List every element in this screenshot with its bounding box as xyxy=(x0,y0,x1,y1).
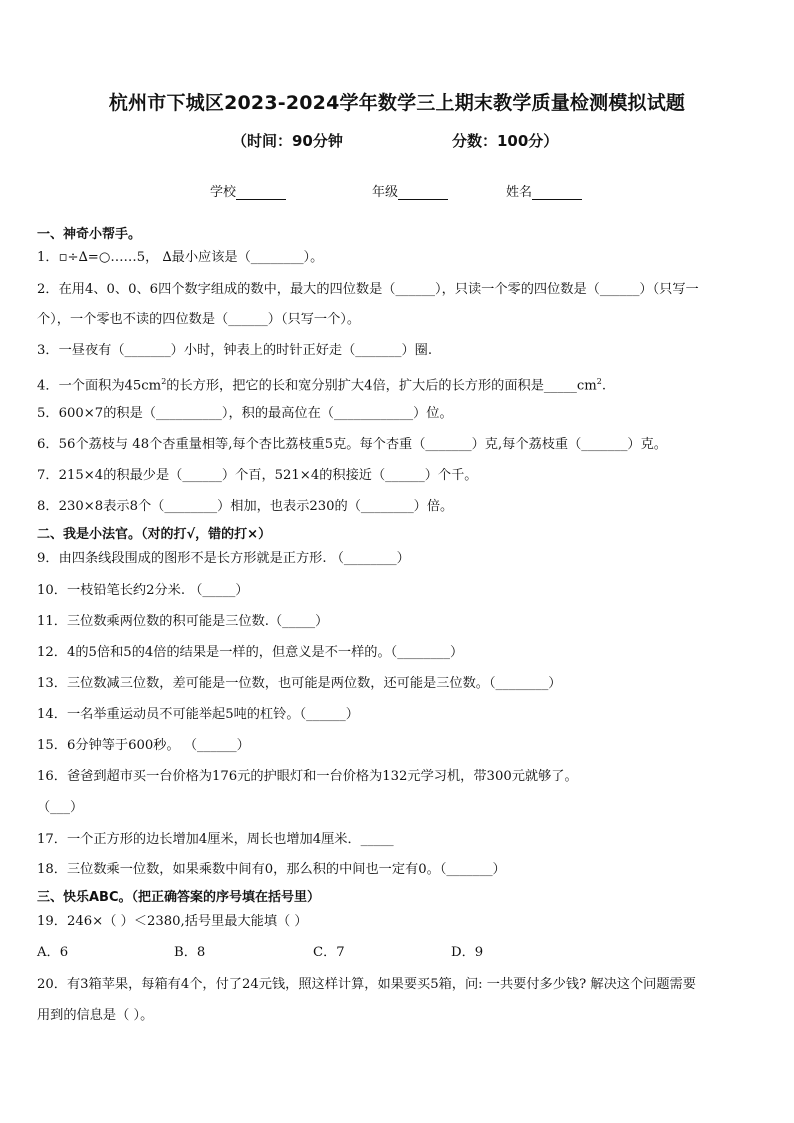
question-15: 15．6分钟等于600秒。 （______） xyxy=(37,738,250,753)
question-13: 13．三位数减三位数，差可能是一位数，也可能是两位数，还可能是三位数。（________） xyxy=(37,676,562,691)
grade-label: 年级 xyxy=(372,185,399,200)
exam-time: （时间：90分钟 xyxy=(232,132,343,150)
name-label: 姓名 xyxy=(506,185,533,200)
school-field xyxy=(210,181,286,200)
question-19: 19．246×（ ）＜2380,括号里最大能填（ ） xyxy=(37,914,308,929)
question-18: 18．三位数乘一位数，如果乘数中间有0，那么积的中间也一定有0。（_______） xyxy=(37,862,506,877)
grade-field xyxy=(372,181,448,200)
question-12: 12．4的5倍和5的4倍的结果是一样的，但意义是不一样的。（________） xyxy=(37,645,464,660)
question-11: 11．三位数乘两位数的积可能是三位数.（_____） xyxy=(37,614,329,629)
question-8: 8．230×8表示8个（________）相加，也表示230的（________）倍。 xyxy=(37,499,454,514)
question-7: 7．215×4的积最少是（______）个百，521×4的积接近（______）个千。 xyxy=(37,468,478,483)
school-label: 学校 xyxy=(210,185,237,200)
question-10: 10．一枝铅笔长约2分米. （_____） xyxy=(37,583,249,598)
q19-option-a[interactable]: A．6 xyxy=(37,945,69,960)
question-16-line-1: 16．爸爸到超市买一台价格为176元的护眼灯和一台价格为132元学习机，带300元就够了。 xyxy=(37,769,578,784)
q4-text-2: 的长方形，把它的长和宽分别扩大4倍，扩大后的长方形的面积是_____cm xyxy=(166,378,597,394)
question-1: 1．▫÷∆=○……5， ∆最小应该是（________）。 xyxy=(37,250,324,265)
page-title: 杭州市下城区2023-2024学年数学三上期末教学质量检测模拟试题 xyxy=(108,92,686,114)
q19-option-d[interactable]: D．9 xyxy=(451,945,484,960)
question-9: 9．由四条线段围成的图形不是长方形就是正方形. （________） xyxy=(37,551,410,566)
q19-option-c[interactable]: C．7 xyxy=(313,945,345,960)
section-1-heading: 一、神奇小帮手。 xyxy=(37,227,142,242)
question-20-line-2: 用到的信息是（ ）。 xyxy=(37,1008,154,1023)
school-blank[interactable] xyxy=(236,185,286,200)
grade-blank[interactable] xyxy=(398,185,448,200)
question-20-line-1: 20．有3箱苹果，每箱有4个，付了24元钱，照这样计算，如果要买5箱，问: 一共要付多少钱? 解决这个问题需要 xyxy=(37,977,696,992)
question-4 xyxy=(37,372,759,396)
question-2-line-2: 个），一个零也不读的四位数是（______）（只写一个）。 xyxy=(37,312,361,327)
section-3-heading: 三、快乐ABC。（把正确答案的序号填在括号里） xyxy=(37,890,321,905)
question-16-line-2: （___） xyxy=(37,800,84,815)
q4-sup-1: 2 xyxy=(161,377,167,386)
section-2-heading: 二、我是小法官。（对的打√，错的打×） xyxy=(37,527,272,542)
name-blank[interactable] xyxy=(532,185,582,200)
q4-sup-2: 2 xyxy=(596,377,602,386)
name-field xyxy=(506,181,582,200)
question-6: 6．56个荔枝与 48个杏重量相等,每个杏比荔枝重5克。每个杏重（_______）克,每个荔枝重（_______）克。 xyxy=(37,437,667,452)
q4-text-1: 4．一个面积为45cm xyxy=(37,378,162,394)
question-14: 14．一名举重运动员不可能举起5吨的杠铃。（______） xyxy=(37,707,359,722)
q4-text-3: . xyxy=(601,378,607,394)
question-5: 5．600×7的积是（__________），积的最高位在（____________）位。 xyxy=(37,406,453,421)
question-3: 3．一昼夜有（_______）小时，钟表上的时针正好走（_______）圈. xyxy=(37,343,433,358)
question-17: 17．一个正方形的边长增加4厘米，周长也增加4厘米．_____ xyxy=(37,832,394,847)
exam-score: 分数：100分） xyxy=(452,132,559,150)
q19-option-b[interactable]: B．8 xyxy=(174,945,206,960)
question-2-line-1: 2．在用4、0、0、6四个数字组成的数中，最大的四位数是（______），只读一个零的四位数是（______）（只写一 xyxy=(37,282,699,297)
